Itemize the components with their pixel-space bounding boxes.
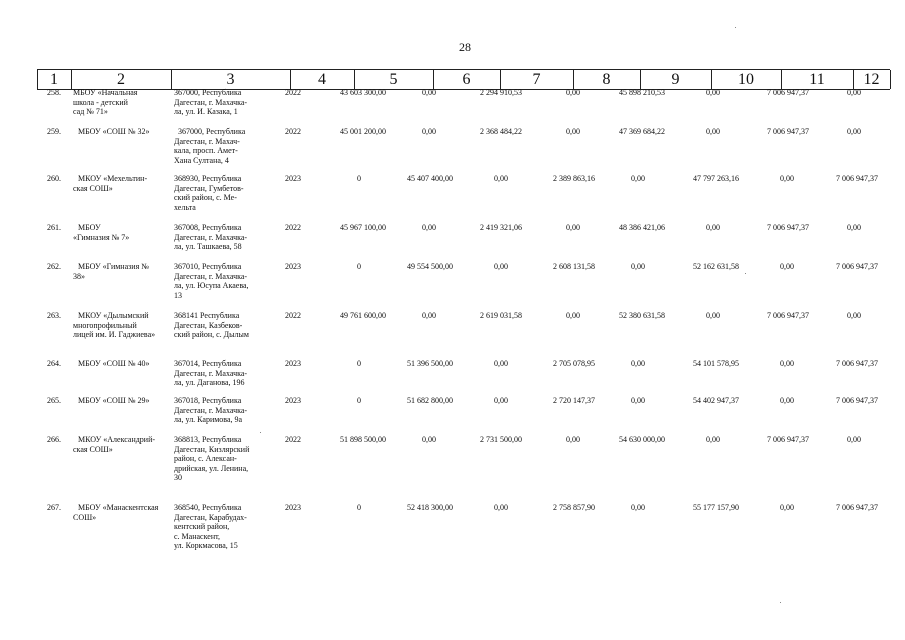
address-line: Дагестан, г. Махач- (174, 136, 240, 146)
cell-c7: 0,00 (494, 174, 508, 183)
scan-speck (735, 27, 736, 28)
cell-c12: 0,00 (847, 223, 861, 232)
column-header-3: 3 (226, 71, 235, 88)
column-header-12: 12 (863, 71, 880, 88)
address-line: ла, ул. Каримова, 9а (174, 415, 243, 425)
cell-c11: 0,00 (780, 174, 794, 183)
column-header-2: 2 (117, 71, 125, 88)
column-header-4: 4 (318, 71, 326, 88)
row-number: 258. (47, 88, 61, 97)
address-line: дрийская, ул. Ленина, (174, 463, 249, 473)
row-number: 267. (47, 503, 61, 512)
address-line: кентский район, (174, 522, 230, 532)
institution-name-line: ская СОШ» (73, 444, 113, 454)
row-number: 266. (47, 435, 61, 444)
cell-c7: 2 419 321,06 (480, 223, 522, 232)
cell-c7: 0,00 (494, 359, 508, 368)
address-line: 367010, Республика (174, 262, 242, 271)
address-line: ул. Коркмасова, 15 (174, 541, 238, 551)
cell-year: 2022 (285, 311, 301, 320)
institution-name-line: многопрофильный (73, 320, 137, 330)
scan-speck (780, 602, 781, 603)
column-header-5: 5 (389, 71, 398, 88)
header-divider (573, 70, 574, 89)
cell-c9: 54 630 000,00 (619, 435, 665, 444)
address-line: ский район, с. Дылым (174, 330, 249, 340)
address-line: Дагестан, г. Махачка- (174, 405, 248, 415)
institution-name-line: МБОУ «СОШ № 32» (78, 127, 150, 136)
cell-year: 2023 (285, 359, 301, 368)
header-divider (433, 70, 434, 89)
cell-c7: 0,00 (494, 503, 508, 512)
cell-year: 2023 (285, 262, 301, 271)
cell-c7: 2 619 031,58 (480, 311, 522, 320)
page-number: 28 (459, 40, 471, 54)
cell-c6: 0,00 (422, 127, 436, 136)
cell-c12: 0,00 (847, 311, 861, 320)
cell-c11: 0,00 (780, 396, 794, 405)
cell-c10: 0,00 (706, 311, 720, 320)
cell-c12: 7 006 947,37 (836, 174, 878, 183)
cell-c7: 0,00 (494, 262, 508, 271)
address-line: ский район, с. Ме- (174, 193, 237, 203)
cell-c8: 2 720 147,37 (553, 396, 595, 405)
cell-c6: 49 554 500,00 (407, 262, 453, 271)
address-line: район, с. Алексан- (174, 454, 237, 464)
cell-c12: 7 006 947,37 (836, 359, 878, 368)
cell-c5: 0 (357, 396, 361, 405)
address-line: Дагестан, Кизлярский (174, 444, 250, 454)
header-divider (853, 70, 854, 89)
row-number: 260. (47, 174, 61, 183)
cell-c6: 51 682 800,00 (407, 396, 453, 405)
address-line: с. Манаскент, (174, 531, 221, 541)
cell-c11: 0,00 (780, 262, 794, 271)
cell-c5: 0 (357, 174, 361, 183)
cell-c10: 0,00 (706, 88, 720, 97)
cell-c7: 2 731 500,00 (480, 435, 522, 444)
institution-name-line: лицей им. И. Гаджиева» (73, 330, 156, 340)
row-number: 261. (47, 223, 61, 232)
header-divider (711, 70, 712, 89)
cell-c9: 0,00 (631, 359, 645, 368)
institution-name-line: ская СОШ» (73, 183, 113, 193)
institution-name-line: «Гимназия № 7» (73, 232, 130, 242)
cell-c10: 0,00 (706, 435, 720, 444)
institution-name-line: сад № 71» (73, 107, 108, 117)
cell-c10: 55 177 157,90 (693, 503, 739, 512)
cell-c10: 52 162 631,58 (693, 262, 739, 271)
column-header-11: 11 (809, 71, 825, 88)
cell-c10: 54 101 578,95 (693, 359, 739, 368)
cell-c11: 7 006 947,37 (767, 127, 809, 136)
cell-c5: 43 603 300,00 (340, 88, 386, 97)
cell-c7: 0,00 (494, 396, 508, 405)
row-number: 259. (47, 127, 61, 136)
cell-c6: 0,00 (422, 311, 436, 320)
institution-name-line: МБОУ (78, 223, 101, 232)
cell-c8: 0,00 (566, 435, 580, 444)
cell-c8: 2 705 078,95 (553, 359, 595, 368)
cell-year: 2022 (285, 223, 301, 232)
cell-c11: 7 006 947,37 (767, 311, 809, 320)
cell-c5: 0 (357, 262, 361, 271)
cell-c9: 0,00 (631, 396, 645, 405)
institution-name-line: СОШ» (73, 512, 97, 522)
address-line: 368540, Республика (174, 503, 242, 512)
cell-c9: 52 380 631,58 (619, 311, 665, 320)
address-line: 367008, Республика (174, 223, 242, 232)
cell-c7: 2 294 910,53 (480, 88, 522, 97)
header-divider (890, 70, 891, 89)
cell-c12: 7 006 947,37 (836, 262, 878, 271)
address-line: Дагестан, г. Махачка- (174, 271, 248, 281)
row-number: 262. (47, 262, 61, 271)
cell-c6: 0,00 (422, 223, 436, 232)
institution-name-line: школа - детский (73, 97, 128, 107)
row-number: 265. (47, 396, 61, 405)
cell-c8: 0,00 (566, 223, 580, 232)
address-line: ла, ул. Ташкаева, 58 (174, 242, 242, 252)
cell-c5: 45 001 200,00 (340, 127, 386, 136)
cell-c11: 0,00 (780, 503, 794, 512)
address-line: 368930, Республика (174, 174, 242, 183)
cell-c6: 0,00 (422, 88, 436, 97)
institution-name-line: МБОУ «Манаскентская (78, 503, 159, 512)
cell-c12: 7 006 947,37 (836, 396, 878, 405)
cell-c7: 2 368 484,22 (480, 127, 522, 136)
cell-c8: 0,00 (566, 88, 580, 97)
column-header-7: 7 (532, 71, 541, 88)
cell-c8: 2 608 131,58 (553, 262, 595, 271)
cell-c12: 0,00 (847, 88, 861, 97)
institution-name-line: МБОУ «Начальная (73, 88, 138, 97)
column-header-9: 9 (671, 71, 680, 88)
address-line: Дагестан, г. Махачка- (174, 97, 248, 107)
cell-c10: 47 797 263,16 (693, 174, 739, 183)
cell-c8: 2 389 863,16 (553, 174, 595, 183)
address-line: кала, просп. Амет- (174, 146, 238, 156)
cell-c9: 47 369 684,22 (619, 127, 665, 136)
cell-c11: 0,00 (780, 359, 794, 368)
cell-c9: 45 898 210,53 (619, 88, 665, 97)
cell-c11: 7 006 947,37 (767, 435, 809, 444)
institution-name-line: МБОУ «СОШ № 29» (78, 396, 150, 405)
address-line: Дагестан, г. Махачка- (174, 368, 248, 378)
cell-c6: 0,00 (422, 435, 436, 444)
cell-c11: 7 006 947,37 (767, 88, 809, 97)
cell-year: 2022 (285, 127, 301, 136)
cell-c9: 0,00 (631, 262, 645, 271)
address-line: 368141 Республика (174, 311, 240, 320)
address-line: 367000, Республика (174, 88, 242, 97)
address-line: 367000, Республика (178, 127, 246, 136)
address-line: Дагестан, Карабудах- (174, 512, 247, 522)
address-line: 368813, Республика (174, 435, 242, 444)
address-line: Дагестан, Казбеков- (174, 320, 243, 330)
row-number: 263. (47, 311, 61, 320)
address-line: Дагестан, г. Махачка- (174, 232, 248, 242)
cell-c8: 2 758 857,90 (553, 503, 595, 512)
address-line: 367014, Республика (174, 359, 242, 368)
column-header-6: 6 (462, 71, 471, 88)
cell-c9: 0,00 (631, 174, 645, 183)
cell-year: 2023 (285, 503, 301, 512)
cell-c10: 0,00 (706, 223, 720, 232)
header-divider (171, 70, 172, 89)
column-header-10: 10 (738, 71, 754, 88)
header-divider (781, 70, 782, 89)
cell-c12: 7 006 947,37 (836, 503, 878, 512)
cell-c9: 0,00 (631, 503, 645, 512)
cell-year: 2022 (285, 88, 301, 97)
cell-c5: 0 (357, 359, 361, 368)
cell-c5: 45 967 100,00 (340, 223, 386, 232)
cell-c12: 0,00 (847, 127, 861, 136)
header-divider (640, 70, 641, 89)
cell-year: 2023 (285, 396, 301, 405)
cell-c12: 0,00 (847, 435, 861, 444)
column-header-1: 1 (50, 71, 58, 88)
column-header-8: 8 (602, 71, 611, 88)
address-line: ла, ул. Даганова, 196 (174, 378, 245, 388)
institution-name-line: МКОУ «Александрий- (78, 435, 156, 444)
address-line: 367018, Республика (174, 396, 242, 405)
header-divider (354, 70, 355, 89)
cell-c6: 45 407 400,00 (407, 174, 453, 183)
cell-year: 2023 (285, 174, 301, 183)
cell-c5: 0 (357, 503, 361, 512)
cell-c10: 0,00 (706, 127, 720, 136)
header-divider (71, 70, 72, 89)
cell-c10: 54 402 947,37 (693, 396, 739, 405)
institution-name-line: МБОУ «Гимназия № (78, 262, 149, 271)
cell-c11: 7 006 947,37 (767, 223, 809, 232)
cell-c8: 0,00 (566, 127, 580, 136)
cell-year: 2022 (285, 435, 301, 444)
institution-name-line: МБОУ «СОШ № 40» (78, 359, 150, 368)
scan-speck (745, 273, 746, 274)
institution-name-line: МКОУ «Мехельтин- (78, 174, 148, 183)
address-line: Хана Султана, 4 (174, 155, 229, 165)
table-header (37, 69, 890, 90)
row-number: 264. (47, 359, 61, 368)
address-line: 30 (174, 473, 182, 483)
header-divider (500, 70, 501, 89)
cell-c5: 49 761 600,00 (340, 311, 386, 320)
header-divider (290, 70, 291, 89)
address-line: Дагестан, Гумбетов- (174, 183, 244, 193)
scan-speck (260, 432, 261, 433)
address-line: 13 (174, 290, 182, 300)
cell-c9: 48 386 421,06 (619, 223, 665, 232)
cell-c8: 0,00 (566, 311, 580, 320)
address-line: ла, ул. Юсупа Акаева, (174, 281, 249, 291)
address-line: ла, ул. И. Казака, 1 (174, 107, 238, 117)
cell-c6: 52 418 300,00 (407, 503, 453, 512)
address-line: хельта (174, 202, 196, 212)
institution-name-line: 38» (73, 271, 85, 281)
institution-name-line: МКОУ «Дылымский (78, 311, 149, 320)
cell-c6: 51 396 500,00 (407, 359, 453, 368)
header-divider (37, 70, 38, 89)
cell-c5: 51 898 500,00 (340, 435, 386, 444)
